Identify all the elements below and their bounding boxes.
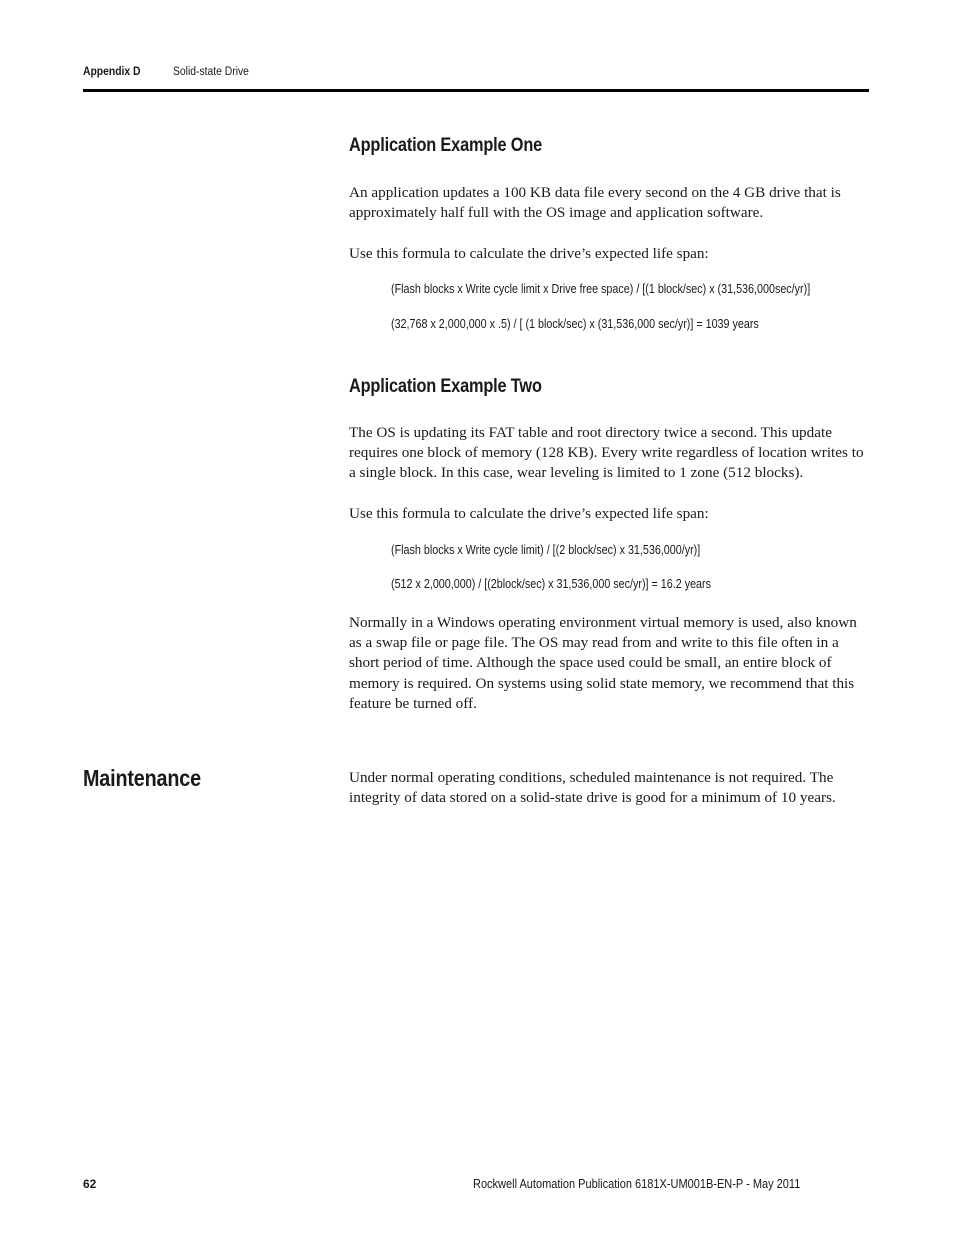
example-two-formula: (Flash blocks x Write cycle limit) / [(2 block/sec) x 31,536,000/yr)] [391,543,701,557]
example-one-calculation: (32,768 x 2,000,000 x .5) / [ (1 block/sec) x (31,536,000 sec/yr)] = 1039 years [391,317,759,331]
running-header [83,66,249,78]
example-two-formula-intro: Use this formula to calculate the drive’s expected life span: [349,505,709,522]
heading-maintenance: Maintenance [83,765,201,791]
header-rule [83,89,869,92]
maintenance-paragraph: Under normal operating conditions, scheduled maintenance is not required. The integrity of data stored on a solid-state drive is good for a minimum of 10 years. [349,769,836,807]
example-two-paragraph: The OS is updating its FAT table and root directory twice a second. This update requires one block of memory (128 KB). Every write regardless of location writes to a single block. In this case, wear leveling is limited to 1 zone (512 blocks). [349,424,864,482]
example-one-formula-intro: Use this formula to calculate the drive’s expected life span: [349,245,709,262]
section-title: Solid-state Drive [173,66,249,78]
publication-footer: Rockwell Automation Publication 6181X-UM001B-EN-P - May 2011 [473,1177,801,1191]
heading-example-one: Application Example One [349,135,543,156]
example-one-paragraph: An application updates a 100 KB data file every second on the 4 GB drive that is approximately half full with the OS image and application software. [349,184,841,222]
page-number: 62 [83,1177,97,1191]
heading-example-two: Application Example Two [349,376,542,397]
swap-file-note: Normally in a Windows operating environment virtual memory is used, also known as a swap file or page file. The OS may read from and write to this file often in a short period of time. Although the space used could be small, an entire block of memory is required. On systems using solid state memory, we recommend that this feature be turned off. [349,614,857,712]
example-two-calculation: (512 x 2,000,000) / [(2block/sec) x 31,536,000 sec/yr)] = 16.2 years [391,577,711,591]
appendix-label: Appendix D [83,66,141,78]
example-one-formula: (Flash blocks x Write cycle limit x Drive free space) / [(1 block/sec) x (31,536,000sec/yr)] [391,282,811,296]
